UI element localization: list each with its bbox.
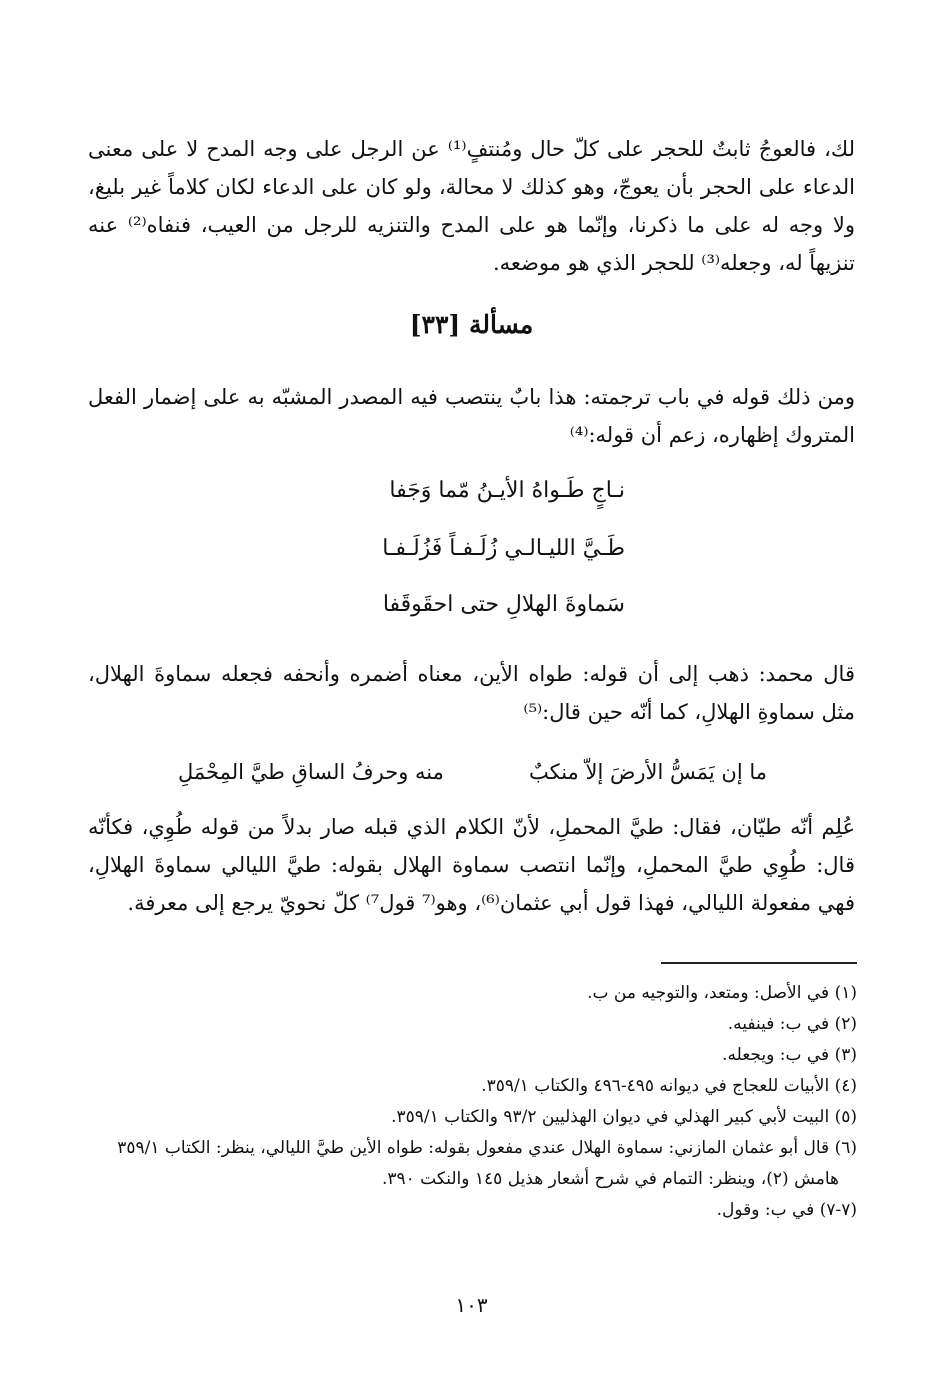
section-heading: مسألة [٣٣] bbox=[409, 310, 534, 339]
hemistich-second: منه وحرفُ الساقِ طيَّ المِحْمَلِ bbox=[178, 760, 444, 784]
footnote-7: (٧-٧) في ب: وقول. bbox=[716, 1200, 857, 1220]
paragraph-explanation: عُلِم أنّه طيّان، فقال: طيَّ المحملِ، لأنّ الكلام الذي قبله صار بدلاً من قوله طُوِي، فكأنّه قال: طُوِي طيَّ المحملِ، وإنّما انتصب سماوة الهلال بقوله: طيَّ الليالي سماوةَ الهلالِ، فهي مفعولة الليالي، فهذا قول أبي عثمان⁽⁶⁾، وهو⁽⁷ قول⁷⁾ كلّ نحويّ يرجع إلى معرفة. bbox=[88, 815, 855, 915]
footnotes-list bbox=[88, 978, 857, 1226]
footnote-3: (٣) في ب: ويجعله. bbox=[722, 1045, 857, 1065]
footnote-4: (٤) الأبيات للعجاج في ديوانه ٤٩٥-٤٩٦ والكتاب ٣٥٩/١. bbox=[481, 1076, 857, 1096]
footnote-6: (٦) قال أبو عثمان المازني: سماوة الهلال عندي مفعول بقوله: طواه الأين طيَّ الليالي، ينظر: الكتاب ٣٥٩/١ bbox=[117, 1138, 857, 1158]
footnote-5: (٥) البيت لأبي كبير الهذلي في ديوان الهذليين ٩٣/٢ والكتاب ٣٥٩/١. bbox=[391, 1107, 857, 1127]
hemistich-first: ما إن يَمَسُّ الأرضَ إلاّ منكبٌ bbox=[529, 760, 767, 784]
verse-line-2: طَـيَّ الليـالـي زُلَـفـاً فَزُلَـفـا bbox=[382, 536, 625, 561]
paragraph-commentary: قال محمد: ذهب إلى أن قوله: طواه الأين، معناه أضمره وأنحفه فجعله سماوةَ الهلال، مثل سماوةِ الهلالِ، كما أنّه حين قال:⁽⁵⁾ bbox=[88, 662, 855, 724]
page-number: ١٠٣ bbox=[455, 1293, 488, 1317]
footnote-divider bbox=[661, 962, 857, 964]
verse-line-3: سَماوةَ الهلالِ حتى احقَوقَفا bbox=[382, 592, 625, 617]
footnote-2: (٢) في ب: فينفيه. bbox=[727, 1014, 857, 1034]
verse-line-1: نـاجٍ طَـواهُ الأيـنُ مّما وَجَفا bbox=[389, 478, 625, 503]
footnote-1: (١) في الأصل: ومتعد، والتوجيه من ب. bbox=[587, 983, 857, 1003]
paragraph-continuation: لك، فالعوجُ ثابتٌ للحجر على كلّ حال ومُنتفٍ⁽¹⁾ عن الرجل على وجه المدح لا على معنى الدعاء على الحجر بأن يعوجّ، وهو كذلك لا محالة، ولو كان على الدعاء لكان كلاماً غير بليغ، ولا وجه له على ما ذكرنا، وإنّما هو على المدح والتنزيه للرجل من العيب، فنفاه⁽²⁾ عنه تنزيهاً له، وجعله⁽³⁾ للحجر الذي هو موضعه. bbox=[88, 137, 855, 275]
footnote-6-continued: هامش (٢)، وينظر: التمام في شرح أشعار هذيل ١٤٥ والنكت ٣٩٠. bbox=[381, 1169, 839, 1189]
paragraph-intro: ومن ذلك قوله في باب ترجمته: هذا بابٌ ينتصب فيه المصدر المشبّه به على إضمار الفعل المتروك إظهاره، زعم أن قوله:⁽⁴⁾ bbox=[88, 385, 855, 447]
